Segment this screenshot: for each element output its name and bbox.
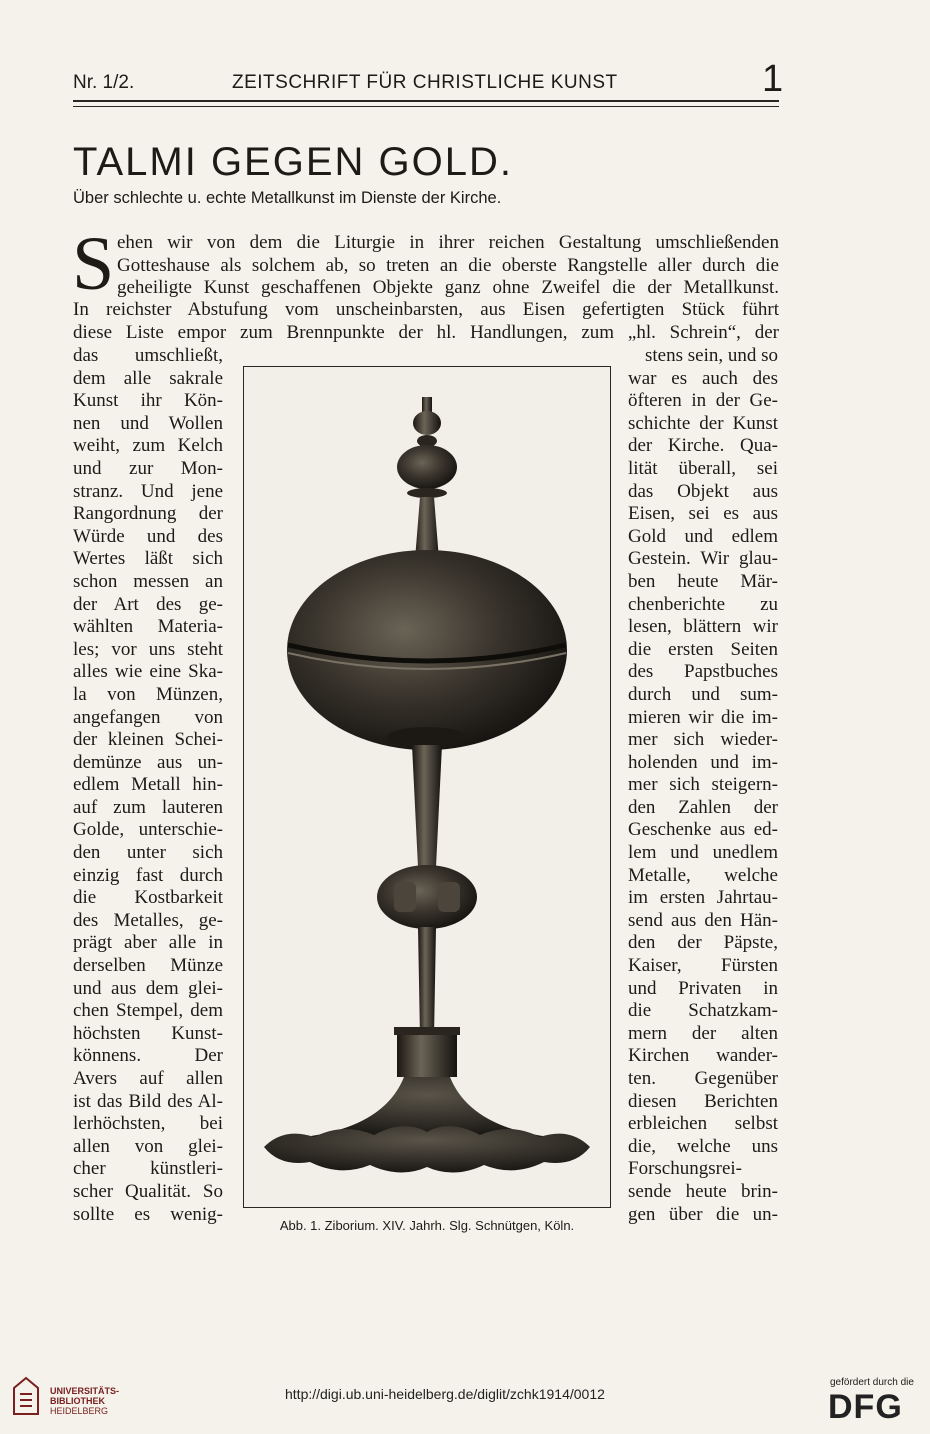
column-line: Kaiser, Fürsten [628, 955, 778, 977]
full-width-lines [73, 299, 779, 344]
column-line: öfteren in der Ge- [628, 390, 778, 412]
column-line: ist das Bild des Al- [73, 1090, 223, 1112]
column-line: lität überall, sei [628, 457, 778, 479]
column-line: sende heute brin- [628, 1180, 778, 1202]
ciborium-figure [243, 366, 611, 1208]
text-line: In reichster Abstufung vom unscheinbarsten, aus Eisen gefertigten Stück führt [73, 299, 779, 320]
column-line: la von Münzen, [73, 683, 223, 705]
column-line: mer sich wieder- [628, 729, 778, 751]
text-line: ehen wir von dem die Liturgie in ihrer reichen Gestaltung umschließenden [117, 232, 779, 253]
column-line: Avers auf allen [73, 1068, 223, 1089]
column-line: derselben Münze [73, 955, 223, 977]
source-url-link[interactable]: http://digi.ub.uni-heidelberg.de/diglit/zchk1914/0012 [285, 1386, 605, 1402]
column-line: demünze aus un- [73, 751, 223, 773]
column-line: Würde und des [73, 525, 223, 547]
column-line: diesen Berichten [628, 1090, 778, 1112]
column-line: Geschenke aus ed- [628, 819, 778, 841]
column-line: erbleichen selbst [628, 1113, 778, 1135]
column-line: mieren wir die im- [628, 706, 778, 728]
column-line: höchsten Kunst- [73, 1022, 223, 1044]
column-line: Forschungsrei- [628, 1158, 742, 1180]
column-line: send aus den Hän- [628, 909, 778, 931]
library-logo-icon [12, 1376, 40, 1416]
column-line: weiht, zum Kelch [73, 435, 223, 457]
column-line: Eisen, sei es aus [628, 503, 778, 525]
column-line: der kleinen Schei- [73, 729, 223, 751]
column-line: mern der alten [628, 1022, 778, 1044]
column-line: lerhöchsten, bei [73, 1113, 223, 1135]
issue-number: Nr. 1/2. [73, 72, 135, 93]
library-name-line: BIBLIOTHEK [50, 1396, 105, 1406]
column-line: gen über die un- [628, 1203, 778, 1225]
text-line: geheiligte Kunst geschaffenen Objekte ganz ohne Zweifel die der Metallkunst. [117, 277, 779, 299]
column-line: im ersten Jahrtau- [628, 887, 778, 909]
column-line: Kirchen wander- [628, 1045, 778, 1067]
ciborium-illustration [244, 367, 610, 1207]
column-line: auf zum lauteren [73, 796, 223, 818]
column-line: wählten Materia- [73, 616, 223, 638]
column-line: Wertes läßt sich [73, 548, 223, 570]
right-text-column [628, 345, 778, 1226]
column-line: prägt aber alle in [73, 932, 223, 954]
column-line: angefangen von [73, 706, 223, 728]
column-line: der Kirche. Qua- [628, 435, 778, 457]
left-text-column [73, 345, 223, 1226]
article-subtitle: Über schlechte u. echte Metallkunst im Dienste der Kirche. [73, 189, 502, 207]
column-line: und zur Mon- [73, 457, 223, 479]
library-name-line: UNIVERSITÄTS- [50, 1386, 120, 1396]
column-line: schon messen an [73, 570, 223, 592]
header-rule-thin [73, 106, 779, 107]
column-line: nen und Wollen [73, 412, 223, 434]
column-line: der Art des ge- [73, 593, 223, 615]
column-line: könnens. Der [73, 1045, 223, 1067]
column-line: die Kostbarkeit [73, 887, 223, 909]
column-line: dem alle sakrale [73, 367, 223, 389]
column-line: alles wie eine Ska- [73, 661, 223, 683]
column-line: den Zahlen der [628, 796, 778, 818]
column-line: das umschließt, [73, 345, 223, 366]
column-line: Rangordnung der [73, 503, 223, 525]
column-line: das Objekt aus [628, 480, 778, 502]
library-name-line: HEIDELBERG [50, 1406, 109, 1416]
funding-label: gefördert durch die [830, 1377, 914, 1388]
column-line: Gestein. Wir glau- [628, 548, 778, 570]
column-line: schichte der Kunst [628, 412, 778, 434]
column-line: holenden und im- [628, 751, 778, 773]
drop-cap: S [72, 222, 115, 306]
column-line: lesen, blättern wir [628, 616, 778, 638]
column-line: Gold und edlem [628, 525, 778, 547]
column-line: den der Päpste, [628, 932, 778, 954]
column-line: Kunst ihr Kön- [73, 390, 223, 412]
column-line: den unter sich [73, 842, 223, 864]
column-line: ten. Gegenüber [628, 1068, 778, 1089]
column-line: und aus dem glei- [73, 977, 223, 999]
column-line: einzig fast durch [73, 864, 223, 886]
journal-title: ZEITSCHRIFT FÜR CHRISTLICHE KUNST [232, 72, 618, 93]
column-line: war es auch des [628, 367, 778, 389]
column-line: durch und sum- [628, 683, 778, 705]
column-line: Golde, unterschie- [73, 819, 223, 841]
text-line: Gotteshause als solchem ab, so treten an die oberste Rangstelle aller durch die [117, 254, 779, 276]
figure-caption: Abb. 1. Ziborium. XIV. Jahrh. Slg. Schnütgen, Köln. [279, 1218, 575, 1233]
column-line: ben heute Mär- [628, 570, 778, 592]
column-line: chenberichte zu [628, 593, 778, 615]
column-line: des Papstbuches [628, 661, 778, 683]
column-line: les; vor uns steht [73, 638, 223, 660]
column-line: lem und unedlem [628, 842, 778, 864]
column-line: sollte es wenig- [73, 1203, 223, 1225]
column-line: edlem Metall hin- [73, 774, 223, 796]
column-line: mer sich steigern- [628, 774, 778, 796]
column-line: allen von glei- [73, 1135, 223, 1157]
library-name [50, 1386, 119, 1416]
column-line: die, welche uns [628, 1135, 778, 1157]
column-line: scher Qualität. So [73, 1180, 223, 1202]
column-line: die Schatzkam- [628, 1000, 778, 1022]
column-line: stens sein, und so [645, 345, 778, 366]
intro-paragraph [117, 232, 779, 300]
header-rule-thick [73, 100, 779, 102]
column-line: und Privaten in [628, 977, 778, 999]
column-line: des Metalles, ge- [73, 909, 223, 931]
dfg-logo: DFG [828, 1388, 903, 1426]
column-line: chen Stempel, dem [73, 1000, 223, 1022]
column-line: stranz. Und jene [73, 480, 223, 502]
article-title: TALMI GEGEN GOLD. [73, 140, 513, 184]
column-line: die ersten Seiten [628, 638, 778, 660]
page-number: 1 [762, 58, 784, 100]
column-line: Metalle, welche [628, 864, 778, 886]
column-line: cher künstleri- [73, 1158, 223, 1180]
text-line: diese Liste empor zum Brennpunkte der hl. Handlungen, zum „hl. Schrein“, der [73, 321, 779, 343]
